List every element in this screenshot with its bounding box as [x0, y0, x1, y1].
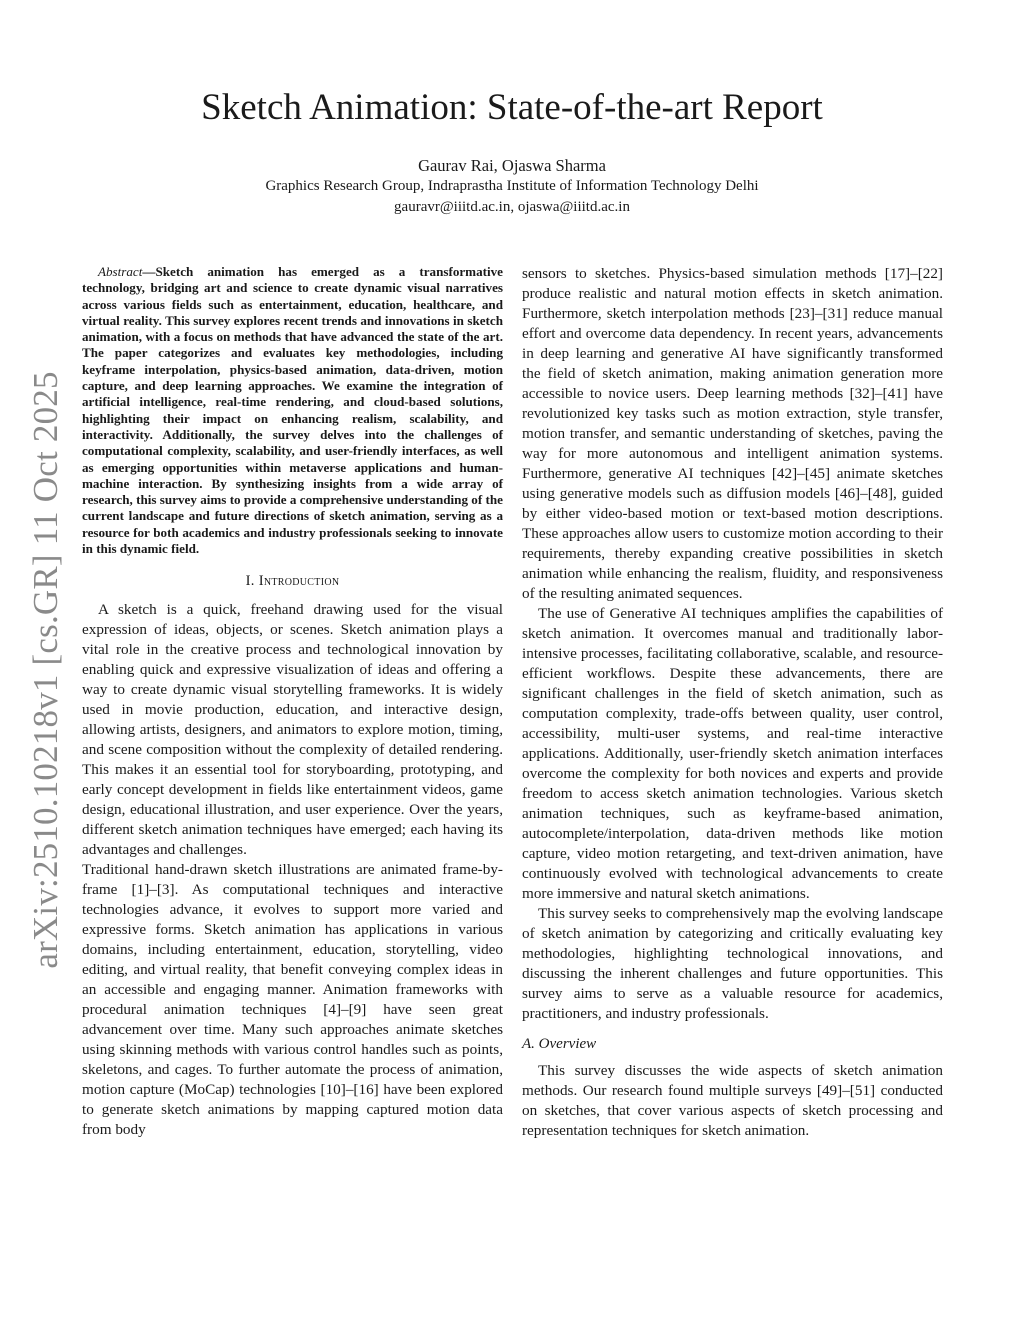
paper-title: Sketch Animation: State-of-the-art Report [201, 87, 823, 128]
arxiv-identifier: arXiv:2510.10218v1 [cs.GR] 11 Oct 2025 [26, 371, 65, 969]
abstract-text: —Sketch animation has emerged as a transformative technology, bridging art and science to create dynamic visual narratives across various fields such as entertainment, education, healthcare, and virtual reality. This survey explores recent trends and innovations in sketch animation, with a focus on methods that have advanced the state of the art. The paper categorizes and evaluates key methodologies, including keyframe interpolation, physics-based animation, data-driven, motion capture, and deep learning approaches. We examine the integration of artificial intelligence, real-time rendering, and cloud-based solutions, highlighting their impact on enhancing realism, scalability, and interactivity. Additionally, the survey delves into the challenges of computational complexity, scalability, and user-friendly interfaces, as well as emerging opportunities within metaverse applications and human-machine interaction. By synthesizing insights from a wide array of research, this survey aims to provide a comprehensive understanding of the current landscape and future directions of sketch animation, serving as a resource for both academics and industry professionals seeking to innovate in this dynamic field. [82, 264, 503, 557]
intro-paragraph-3: The use of Generative AI techniques amplifies the capabilities of sketch animation. It overcomes manual and traditionally labor-intensive processes, facilitating collaborative, scalable, and resource-efficient workflows. Despite these advancements, there are significant challenges in the field of sketch animation, such as computation complexity, trade-offs between quality, user control, accessibility, multi-user systems, and real-time interactive applications. Additionally, user-friendly sketch animation interfaces overcome the complexity for both novices and experts and provide freedom to access sketch animation technologies. Various sketch animation techniques, such as keyframe-based animation, autocomplete/interpolation, data-driven methods like motion capture, video motion retargeting, and text-driven animation, have continuously evolved with technological advancements to create more immersive and natural sketch animations. [522, 605, 943, 902]
overview-paragraph: This survey discusses the wide aspects of sketch animation methods. Our research found multiple surveys [49]–[51] conducted on sketches, that cover various aspects of sketch processing and representation techniques for sketch animation. [522, 1062, 943, 1139]
section-title: Introduction [258, 573, 340, 590]
intro-paragraph-1: A sketch is a quick, freehand drawing used for the visual expression of ideas, objects, or scenes. Sketch animation plays a vital role in the creative process and technological innovation by enabling quick and expressive visualization of ideas and offering a way to create dynamic visual storytelling frameworks. It is widely used in movie production, education, and interactive design, allowing artists, designers, and animators to explore motion, timing, and scene composition without the complexity of detailed rendering. This makes it an essential tool for storyboarding, prototyping, and early concept development in fields like entertainment videos, game design, educational illustration, and user experience. Over the years, different sketch animation techniques have emerged; each having its advantages and challenges. [82, 601, 503, 859]
subsection-title: Overview [538, 1036, 597, 1052]
intro-paragraph-2: Traditional hand-drawn sketch illustrations are animated frame-by-frame [1]–[3]. As computational techniques and interactive technologies advance, it evolves to support more varied and expressive forms. Sketch animation has applications in various domains, including entertainment, education, storytelling, video editing, and virtual reality, that benefit conveying complex ideas in an accessible and engaging manner. Animation frameworks with procedural animation techniques [4]–[9] have seen great advancement over time. Many such approaches animate sketches using skinning methods with various control handles such as points, skeletons, and cages. To further automate the process of animation, motion capture (MoCap) technologies [10]–[16] have been explored to generate sketch animations by mapping captured motion data from body [82, 861, 503, 1139]
abstract [82, 264, 503, 557]
abstract-lead: Abstract [98, 264, 143, 279]
right-column [522, 264, 943, 1141]
author-affiliation: Graphics Research Group, Indraprastha Institute of Information Technology Delhi [265, 178, 759, 194]
left-column [82, 264, 503, 1140]
intro-paragraph-4: This survey seeks to comprehensively map the evolving landscape of sketch animation by categorizing and critically evaluating key methodologies, highlighting technological innovations, and discussing the inherent challenges and future opportunities. This survey aims to serve as a valuable resource for academics, practitioners, and industry professionals. [522, 905, 943, 1022]
section-heading-introduction [82, 573, 503, 590]
subsection-label: A. [522, 1036, 535, 1052]
intro-paragraph-continued: sensors to sketches. Physics-based simulation methods [17]–[22] produce realistic and natural motion effects in sketch animation. Furthermore, sketch interpolation methods [23]–[31] reduce manual effort and overcome data dependency. In recent years, advancements in deep learning and generative AI have significantly transformed the field of sketch animation, making animation generation more accessible to novice users. Deep learning methods [32]–[41] have revolutionized key tasks such as motion extraction, style transfer, motion transfer, and semantic understanding of sketches, paving the way for more autonomous and intelligent animation systems. Furthermore, generative AI techniques [42]–[45] animate sketches using generative models such as diffusion models [46]–[48], guided by either video-based motion or text-based motion descriptions. These approaches allow users to customize motion according to their requirements, thereby expanding creative possibilities in sketch animation while enhancing the realism, fluidity, and responsiveness of the resulting animated sequences. [522, 265, 943, 602]
section-number: I. [245, 573, 255, 590]
subsection-heading-overview [522, 1036, 943, 1053]
author-names: Gaurav Rai, Ojaswa Sharma [418, 156, 606, 175]
author-emails: gauravr@iiitd.ac.in, ojaswa@iiitd.ac.in [394, 199, 630, 215]
